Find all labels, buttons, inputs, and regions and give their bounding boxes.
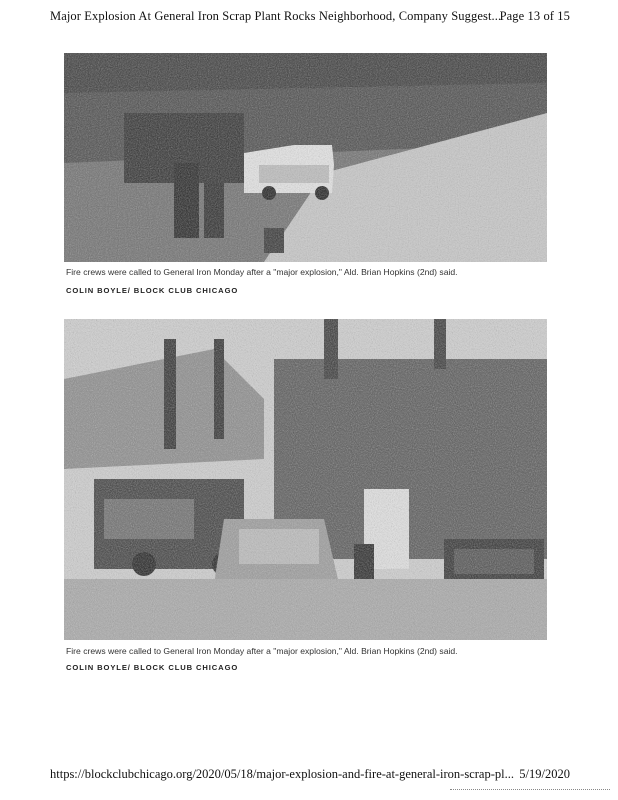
source-url: https://blockclubchicago.org/2020/05/18/major-explosion-and-fire-at-general-iron-scrap-pl...: [50, 767, 514, 781]
photo-scrap-plant: [64, 319, 547, 640]
page-number: Page 13 of 15: [499, 9, 570, 23]
footer-rule: [450, 789, 610, 791]
photo-scrap-plant-image: [64, 319, 547, 640]
photo-caption: Fire crews were called to General Iron Monday after a "major explosion," Ald. Brian Hopkins (2nd) said.: [66, 267, 458, 277]
photo-car-street-image: [64, 53, 547, 262]
document-title: Major Explosion At General Iron Scrap Plant Rocks Neighborhood, Company Suggest...: [50, 9, 502, 23]
print-date: 5/19/2020: [519, 767, 570, 781]
photo-credit: COLIN BOYLE/ BLOCK CLUB CHICAGO: [66, 663, 239, 672]
photo-credit: COLIN BOYLE/ BLOCK CLUB CHICAGO: [66, 286, 239, 295]
page-header: [50, 9, 570, 24]
page-footer: [50, 767, 570, 782]
photo-caption: Fire crews were called to General Iron Monday after a "major explosion," Ald. Brian Hopkins (2nd) said.: [66, 646, 458, 656]
photo-car-street: [64, 53, 547, 262]
